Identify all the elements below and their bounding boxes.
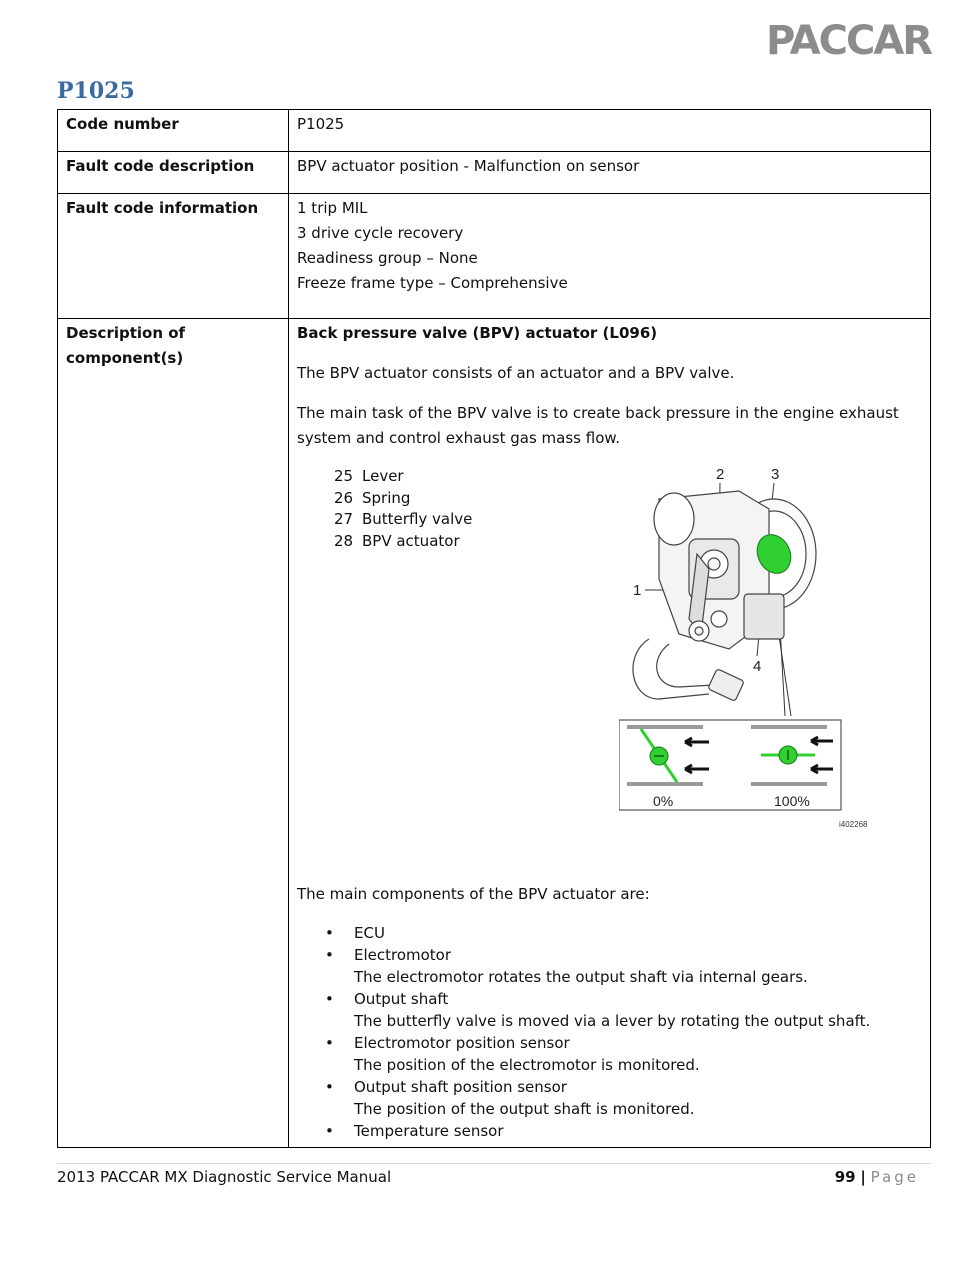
main-components [297, 882, 922, 1142]
position-closed-label: 0% [653, 793, 674, 809]
page-word: Page [870, 1168, 919, 1186]
figure-id: i402268 [839, 820, 868, 829]
fault-info-line: Readiness group – None [297, 249, 478, 267]
code-number-value: P1025 [289, 110, 931, 152]
bpv-actuator-figure [619, 459, 879, 829]
list-item [297, 944, 922, 988]
component-title: Back pressure valve (BPV) actuator (L096) [297, 324, 658, 342]
list-item-title: • Temperature sensor [354, 1122, 504, 1140]
callout-4: 4 [753, 658, 762, 675]
fault-information-label: Fault code information [58, 194, 289, 319]
page-separator: | [860, 1168, 866, 1186]
list-item [297, 988, 922, 1032]
page-number: 99 [834, 1168, 856, 1186]
list-item-desc: The position of the output shaft is monitored. [354, 1100, 695, 1118]
callout-1: 1 [633, 582, 642, 599]
legend-number: 27 [334, 510, 354, 528]
fault-information-value [289, 194, 931, 319]
legend-number: 25 [334, 467, 354, 485]
callout-3: 3 [771, 466, 780, 483]
fault-description-label: Fault code description [58, 152, 289, 194]
component-label: Description of component(s) [58, 319, 289, 1148]
callout-2: 2 [716, 466, 725, 483]
legend-number: 26 [334, 488, 354, 507]
component-description [289, 319, 931, 1148]
position-open-label: 100% [774, 793, 810, 809]
list-item [297, 1032, 922, 1076]
list-item [297, 1120, 922, 1142]
table-row-component-description [58, 319, 931, 1148]
list-item [297, 1076, 922, 1120]
table-row-code-number [58, 110, 931, 152]
list-item-title: • Electromotor [354, 946, 452, 964]
legend-text: Lever [362, 467, 404, 485]
list-item-title: • Output shaft position sensor [354, 1078, 567, 1096]
footer-page-info [835, 1168, 919, 1186]
list-item-desc: The butterfly valve is moved via a lever by rotating the output shaft. [354, 1012, 871, 1030]
fault-info-line: 1 trip MIL [297, 199, 368, 217]
component-list [297, 922, 922, 1142]
fault-info-line: 3 drive cycle recovery [297, 224, 464, 242]
list-item-title: • ECU [354, 924, 385, 942]
page-title: P1025 [57, 78, 135, 104]
component-paragraph: The BPV actuator consists of an actuator and a BPV valve. [297, 364, 735, 382]
list-item-title: • Electromotor position sensor [354, 1034, 570, 1052]
fault-info-line: Freeze frame type – Comprehensive [297, 274, 568, 292]
legend-text: Butterfly valve [362, 510, 473, 528]
fault-code-table [57, 109, 931, 1148]
list-item-desc: The position of the electromotor is monitored. [354, 1056, 700, 1074]
code-number-label: Code number [58, 110, 289, 152]
main-components-intro: The main components of the BPV actuator are: [297, 885, 650, 903]
actuator-drawing [633, 491, 816, 701]
legend-text: BPV actuator [362, 531, 460, 550]
list-item-title: • Output shaft [354, 990, 449, 1008]
legend-text: Spring [362, 488, 411, 507]
fault-description-value: BPV actuator position - Malfunction on sensor [289, 152, 931, 194]
component-paragraph: The main task of the BPV valve is to create back pressure in the engine exhaust system and control exhaust gas mass flow. [297, 404, 899, 447]
table-row-fault-description [58, 152, 931, 194]
footer-manual-title: 2013 PACCAR MX Diagnostic Service Manual [57, 1168, 392, 1186]
list-item-desc: The electromotor rotates the output shaft via internal gears. [354, 968, 808, 986]
paccar-logo: PACCAR [766, 18, 932, 64]
list-item [297, 922, 922, 944]
legend-number: 28 [334, 531, 354, 550]
table-row-fault-information [58, 194, 931, 319]
footer-divider [57, 1163, 931, 1164]
